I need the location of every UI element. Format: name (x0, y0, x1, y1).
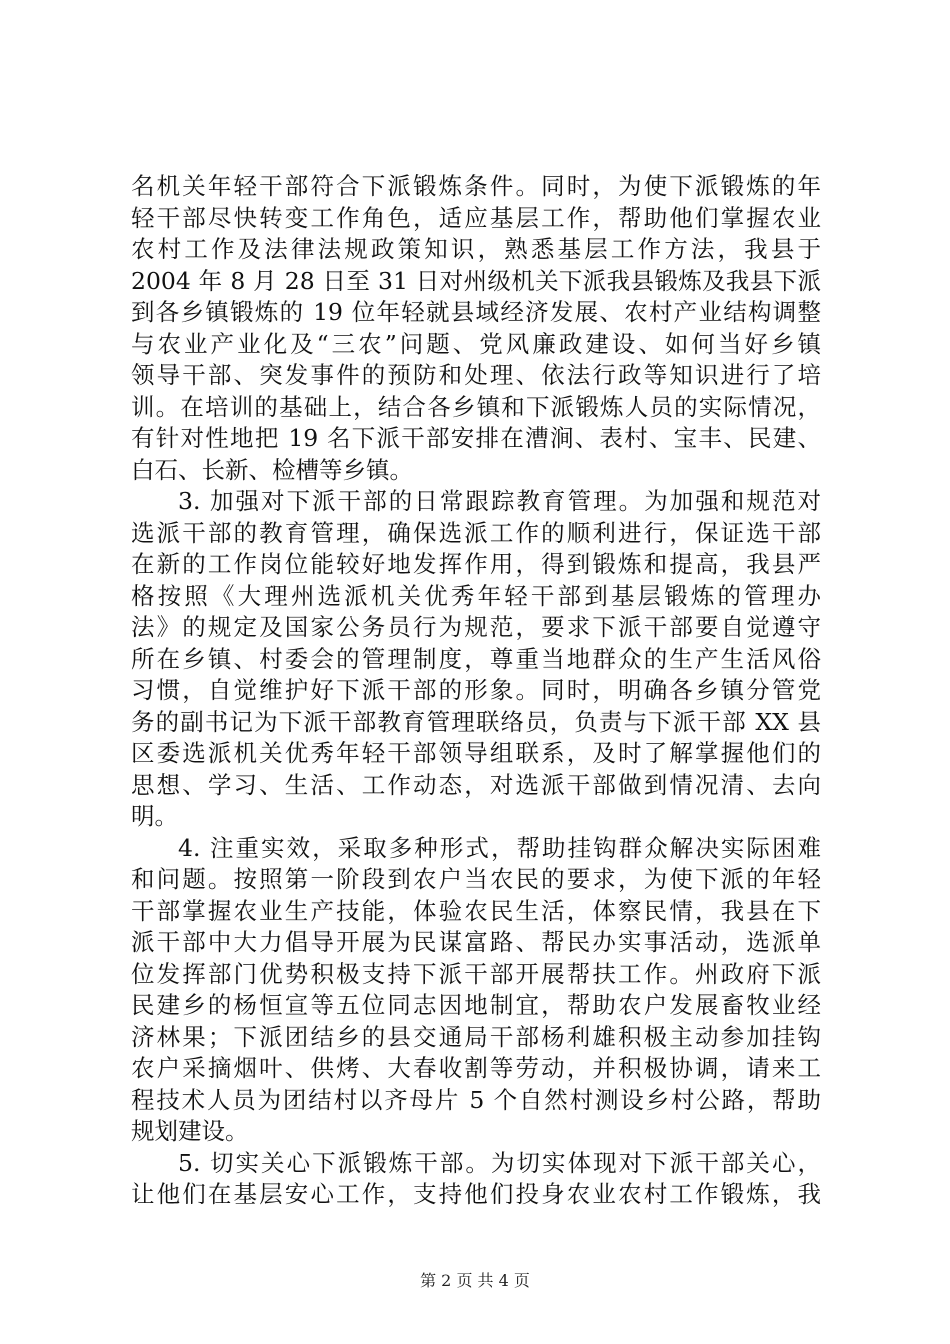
text-line: 有针对性地把 19 名下派干部安排在漕涧、表村、宝丰、民建、 (131, 424, 821, 452)
paragraph-3-start: 3. 加强对下派干部的日常跟踪教育管理。为加强和规范对 (178, 487, 821, 515)
text-line: 农村工作及法律法规政策知识，熟悉基层工作方法，我县于 (131, 235, 821, 263)
text-line: 法》的规定及国家公务员行为规范，要求下派干部要自觉遵守 (131, 613, 821, 641)
text-line: 与农业产业化及“三农”问题、党风廉政建设、如何当好乡镇 (131, 329, 821, 358)
text-line: 领导干部、突发事件的预防和处理、依法行政等知识进行了培 (131, 361, 821, 389)
text-line: 派干部中大力倡导开展为民谋富路、帮民办实事活动，选派单 (131, 928, 821, 956)
text-line: 让他们在基层安心工作，支持他们投身农业农村工作锻炼，我 (131, 1180, 821, 1208)
text-line: 训。在培训的基础上，结合各乡镇和下派锻炼人员的实际情况， (131, 392, 821, 421)
text-line: 轻干部尽快转变工作角色，适应基层工作，帮助他们掌握农业 (131, 203, 821, 232)
text-line: 选派干部的教育管理，确保选派工作的顺利进行，保证选干部 (131, 518, 821, 547)
text-line: 习惯，自觉维护好下派干部的形象。同时，明确各乡镇分管党 (131, 676, 821, 704)
text-line: 思想、学习、生活、工作动态，对选派干部做到情况清、去向 (131, 770, 821, 799)
text-line: 白石、长新、检槽等乡镇。 (131, 455, 413, 484)
text-line: 位发挥部门优势积极支持下派干部开展帮扶工作。州政府下派 (131, 959, 821, 988)
text-line: 农户采摘烟叶、供烤、大春收割等劳动，并积极协调，请来工 (131, 1054, 821, 1082)
paragraph-5-start: 5. 切实关心下派锻炼干部。为切实体现对下派干部关心， (178, 1148, 821, 1177)
text-line: 干部掌握农业生产技能，体验农民生活，体察民情，我县在下 (131, 896, 821, 925)
text-line: 格按照《大理州选派机关优秀年轻干部到基层锻炼的管理办 (131, 581, 821, 610)
text-line: 和问题。按照第一阶段到农户当农民的要求，为使下派的年轻 (131, 865, 821, 893)
text-line: 所在乡镇、村委会的管理制度，尊重当地群众的生产生活风俗 (131, 644, 821, 673)
text-line: 务的副书记为下派干部教育管理联络员，负责与下派干部 XX 县 (131, 707, 821, 736)
text-line: 规划建设。 (131, 1117, 249, 1145)
body-text (131, 171, 821, 1211)
text-line: 在新的工作岗位能较好地发挥作用，得到锻炼和提高，我县严 (131, 550, 821, 578)
text-line: 2004 年 8 月 28 日至 31 日对州级机关下派我县锻炼及我县下派 (131, 266, 821, 295)
text-line: 济林果；下派团结乡的县交通局干部杨利雄积极主动参加挂钩 (131, 1022, 821, 1051)
paragraph-4-start: 4. 注重实效，采取多种形式，帮助挂钩群众解决实际困难 (178, 833, 821, 862)
text-line: 明。 (131, 802, 178, 830)
text-line: 名机关年轻干部符合下派锻炼条件。同时，为使下派锻炼的年 (131, 172, 821, 200)
text-line: 程技术人员为团结村以齐母片 5 个自然村测设乡村公路，帮助 (131, 1085, 821, 1114)
text-line: 区委选派机关优秀年轻干部领导组联系，及时了解掌握他们的 (131, 739, 821, 767)
page-footer: 第 2 页 共 4 页 (420, 1271, 530, 1290)
text-line: 到各乡镇锻炼的 19 位年轻就县域经济发展、农村产业结构调整 (131, 298, 821, 326)
text-line: 民建乡的杨恒宣等五位同志因地制宜，帮助农户发展畜牧业经 (131, 991, 821, 1019)
